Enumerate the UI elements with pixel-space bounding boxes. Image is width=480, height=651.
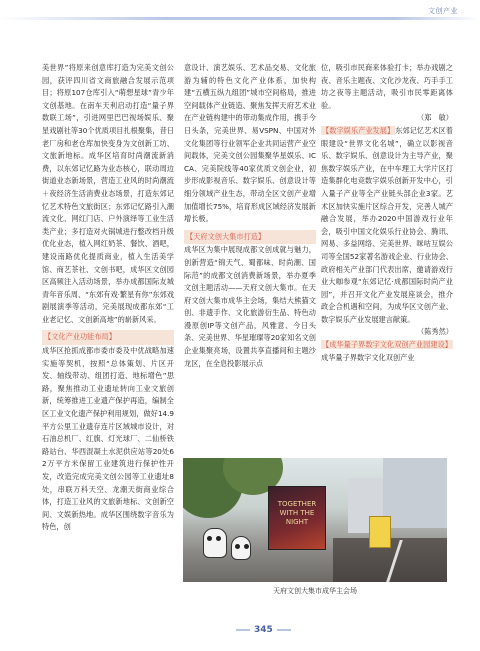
section-heading: 【天府文创大集市打造】 — [184, 230, 316, 245]
panda-figure — [203, 528, 227, 558]
billboard-text: TOGETHER WITH THE NIGHT — [277, 500, 317, 526]
paragraph: 成华区抢抓成都市委市委及中优战略加速实施等契机，按照“总体策划、片区开发、轴线带动、组团打造、地标增色”思路，聚焦推动工业遗址转向工业文旅创新，统筹推进工业遗产保护再造，编制全区工业文化遗产保护利用规划，做好14.9平方公里工业遗存连片区域城市设计，对石油总机厂、红旗、灯光球厂、二仙桥铁路站台、华西混凝土水泥供应站等20处62万平方米保留工业建筑进行保护性开发，改造完成完美文创公园等工业遗址8处，串联万科天空、龙潮天街商业综合体，打造工业风的文旅新地标、文创新空间、文娱新热地。成华区围绕数字音乐为特色，创 — [42, 346, 174, 532]
paragraph — [321, 339, 453, 364]
section-tag: 文创产业 — [428, 7, 458, 15]
event-photo — [183, 458, 447, 582]
photo-caption: 天府文创大集市成华主会场 — [273, 587, 357, 595]
building-shape — [383, 458, 447, 528]
paragraph-body: 东郊记忆艺术区着眼建设“世界文化名城”，确立以影视音乐、数字娱乐、创意设计为主导产业，聚焦数字娱乐产业，在中车理工大学片区打造集群化电竞数字娱乐创新开发中心，引入量子产业等全产业链头部企业3家。艺术区加快实施片区综合开发，完善人城产融合发展，举办2020中国游戏行业年会，吸引中国文化娱乐行业协会、腾讯、网易、多益网络、完美世界、咪咕互娱公司等全国52家著名游戏企业、行业协会、政府相关产业部门代表出席，邀请游戏行业大咖参观“东郊记忆·成都国际时尚产业园”，并召开文化产业发展座谈会，推介政企合机遇和空间，为成华区文创产业、数字娱乐产业发展建言献策。 — [321, 125, 453, 324]
paragraph: 意设计、演艺娱乐、艺术品交易、文化旅游为辅的特色文化产业体系，加快构建“五横五纵九组团”城市空间格局，推进空间载体产业链造、聚焦发挥天府艺术业在产业链构建中的带动集成作用，携手今日头条，完美世界、易VSPN、中国对外文化集团等行业领军企业共同运营产业空间载体，完美文创公园集聚华星娱乐、ICCA、完美院线等40家优质文创企业，初步形成影视音乐、数字娱乐、创意设计等细分领域产业生态，带动全区文创产业增加值增长75%，培育形成区域经济发展新增长极。 — [184, 63, 316, 224]
paragraph — [321, 125, 453, 327]
paragraph: 位，吸引市民商来体验打卡；举办戏剧之夜、音乐主题夜、文化沙龙夜、巧手手工坊之夜等主题活动，吸引市民零距离体验。 — [321, 63, 453, 110]
column-1 — [42, 62, 174, 534]
header-rule — [0, 17, 480, 20]
paragraph: 成华区为集中展现成都文创成就与魅力，创新营造“锦天气、蜀都味、时尚潮、国际范”的成都文创消费新场景，举办夏季文创主题活动——天府文创大集市。在天府文创大集市成华主会场，集结大熊猫文创、非遗手作、文化旅游衍生品、特色动漫原创IP等文创产品，风雅意、今日头条、完美世界、华星璀璨等20家知名文创企业集聚亮场，设置共享直播间和主题沙龙区，在全息投影展示点 — [184, 245, 316, 368]
page-number: 345 — [232, 625, 295, 635]
column-2 — [184, 62, 316, 370]
paragraph-body: 成华量子界数字文化双创产业 — [321, 352, 415, 362]
author-credit: （郑 敏） — [417, 113, 453, 123]
section-heading: 【数字娱乐产业发展】 — [322, 125, 395, 135]
section-heading: 【成华量子界数字文化双创产业园建设】 — [322, 340, 452, 350]
section-heading: 【文化产业功能布局】 — [42, 330, 174, 345]
author-credit: （陈秀然） — [417, 327, 453, 337]
panda-figure — [231, 536, 251, 560]
paragraph: 美世界”将原来创意库打造为完美文创公园，获评四川省文商旅融合发展示范项目；将原107仓库引入“萌想星球”青少年文创基地。在南车天利启动打造“量子界数联工场”，引进网里巴巴视场娱乐、聚星戏剧社等30个优质项目扎根聚集，昔日老厂房和老仓库加快变身为文创新工坊、文旅新地标。成华区培育时尚潮流新消费，以东郊记忆路为业态核心，联动周边街道业态新场景，营造工业风的时尚潮流＋夜经济生活消费业态场景，打造东郊记忆艺术特色文旅街区；东郊记忆路引入潮流文化、网红门店、户外演绎等工业生活类产业；多打造对火锅城进行整改档升级优化业态，植入网红奶茶、餐饮、酒吧，建设南路优化提质商业，植入生活美学馆、商艺茶社、文创书吧，成华区文创园区高频注入活动场景，举办成都国际友城青年音乐周、“东郊有戏·繁星有你”东郊戏剧展演季等活动，完美展现成都东郊“工业老记忆、文创新高地”的崭新风采。 — [42, 63, 174, 324]
yellow-booth — [369, 516, 391, 548]
column-3 — [321, 62, 453, 364]
